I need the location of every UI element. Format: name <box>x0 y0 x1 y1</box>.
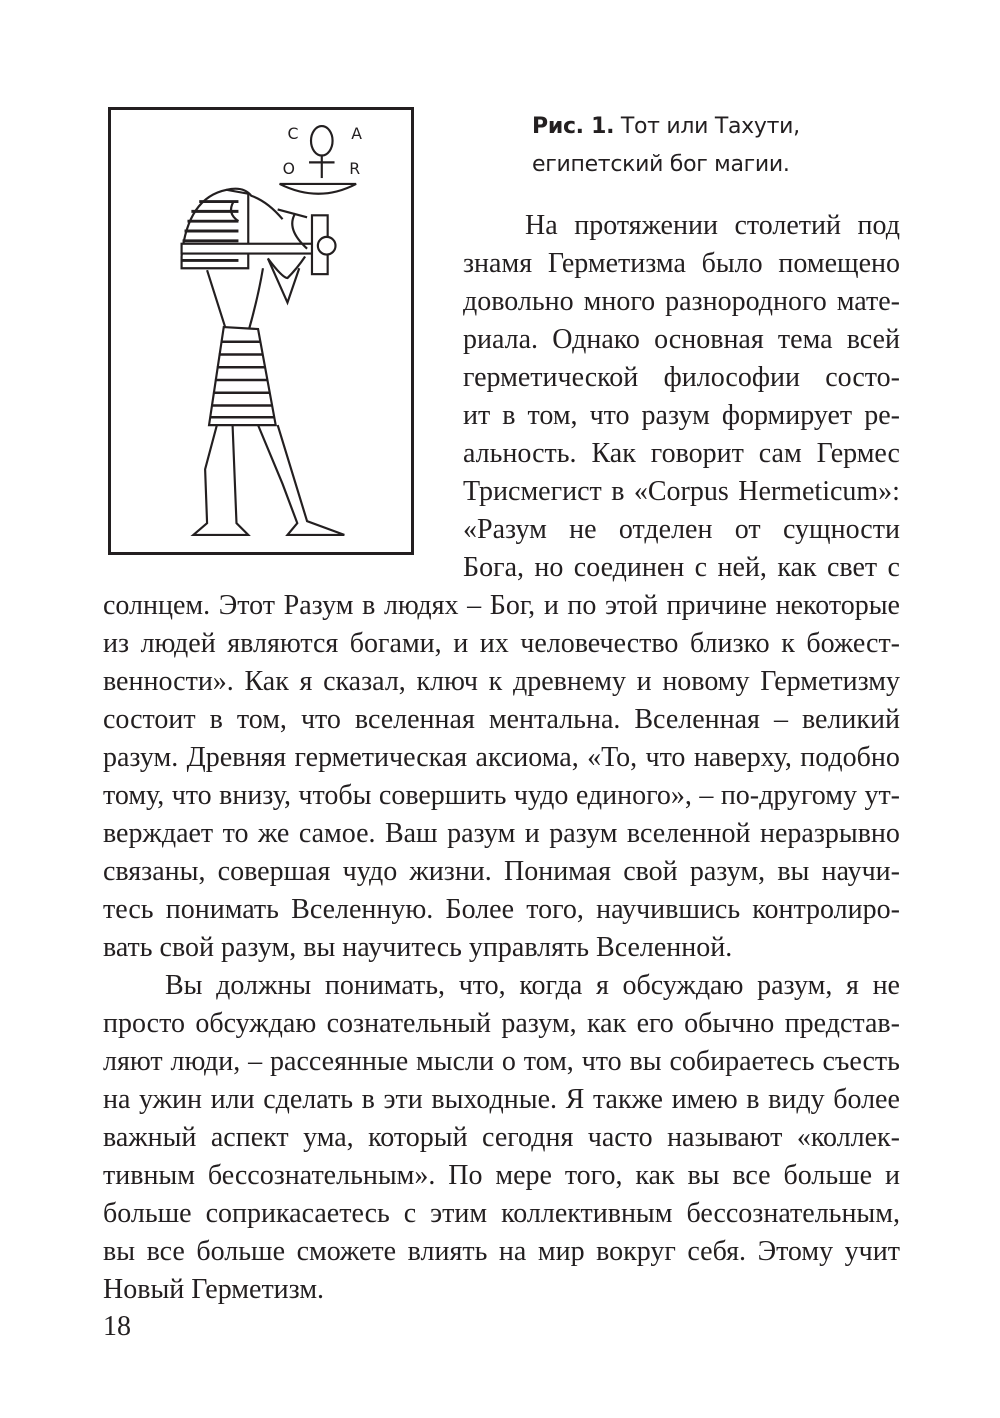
text-line: вы все больше сможете влиять на мир вокруг себя. Этому учит <box>103 1236 900 1267</box>
text-line: ит в том, что разум формирует ре- <box>463 400 900 431</box>
page-number: 18 <box>103 1311 131 1342</box>
text-line: солнцем. Этот Разум в людях – Бог, и по этой причине некоторые <box>103 590 900 621</box>
text-line: венности». Как я сказал, ключ к древнему и новому Герметизму <box>103 666 900 697</box>
text-line: вать свой разум, вы научитесь управлять Вселенной. <box>103 932 733 963</box>
text-line: верждает то же самое. Ваш разум и разум вселенной неразрывно <box>103 818 900 849</box>
text-line: связаны, совершая чудо жизни. Понимая свой разум, вы научи- <box>103 856 900 887</box>
caption-line-2: египетский бог магии. <box>532 152 790 177</box>
svg-text:O: O <box>282 159 295 179</box>
caption-title: Тот или Тахути, <box>614 114 800 139</box>
text-line: больше соприкасаетесь с этим коллективным бессознательным, <box>103 1198 900 1229</box>
text-line: просто обсуждаю сознательный разум, как его обычно представ- <box>103 1008 900 1039</box>
text-line: герметической философии состо- <box>463 362 900 393</box>
text-line: «Разум не отделен от сущности <box>463 514 900 545</box>
text-line: Вы должны понимать, что, когда я обсуждаю разум, я не <box>165 970 900 1001</box>
text-line: важный аспект ума, который сегодня часто называют «коллек- <box>103 1122 900 1153</box>
text-line: из людей являются богами, и их человечество близко к божест- <box>103 628 900 659</box>
text-line: тивным бессознательным». По мере того, как вы все больше и <box>103 1160 900 1191</box>
text-line: На протяжении столетий под <box>525 210 900 241</box>
text-line: Бога, но соединен с ней, как свет с <box>463 552 900 583</box>
text-line: разум. Древняя герметическая аксиома, «То, что наверху, подобно <box>103 742 900 773</box>
thoth-illustration <box>111 110 411 552</box>
text-line: Новый Герметизм. <box>103 1274 325 1305</box>
svg-text:C: C <box>287 123 299 143</box>
text-line: состоит в том, что вселенная ментальна. Вселенная – великий <box>103 704 900 735</box>
text-line: тесь понимать Вселенную. Более того, научившись контролиро- <box>103 894 900 925</box>
figure-label: Рис. 1. <box>532 114 615 139</box>
text-line: риала. Однако основная тема всей <box>463 324 900 355</box>
text-line: Трисмегист в «Corpus Hermeticum»: <box>463 476 900 507</box>
text-line: тому, что внизу, чтобы совершить чудо единого», – по-другому ут- <box>103 780 900 811</box>
text-line: ляют люди, – рассеянные мысли о том, что вы собираетесь съесть <box>103 1046 900 1077</box>
caption-line-1 <box>532 108 912 146</box>
text-line: знамя Герметизма было помещено <box>463 248 900 279</box>
svg-text:A: A <box>351 123 362 143</box>
figure-thoth <box>108 107 414 555</box>
text-line: альность. Как говорит сам Гермес <box>463 438 900 469</box>
text-line: на ужин или сделать в эти выходные. Я также имею в виду более <box>103 1084 900 1115</box>
text-line: довольно много разнородного мате- <box>463 286 900 317</box>
figure-caption <box>532 108 912 184</box>
svg-text:R: R <box>349 159 361 179</box>
